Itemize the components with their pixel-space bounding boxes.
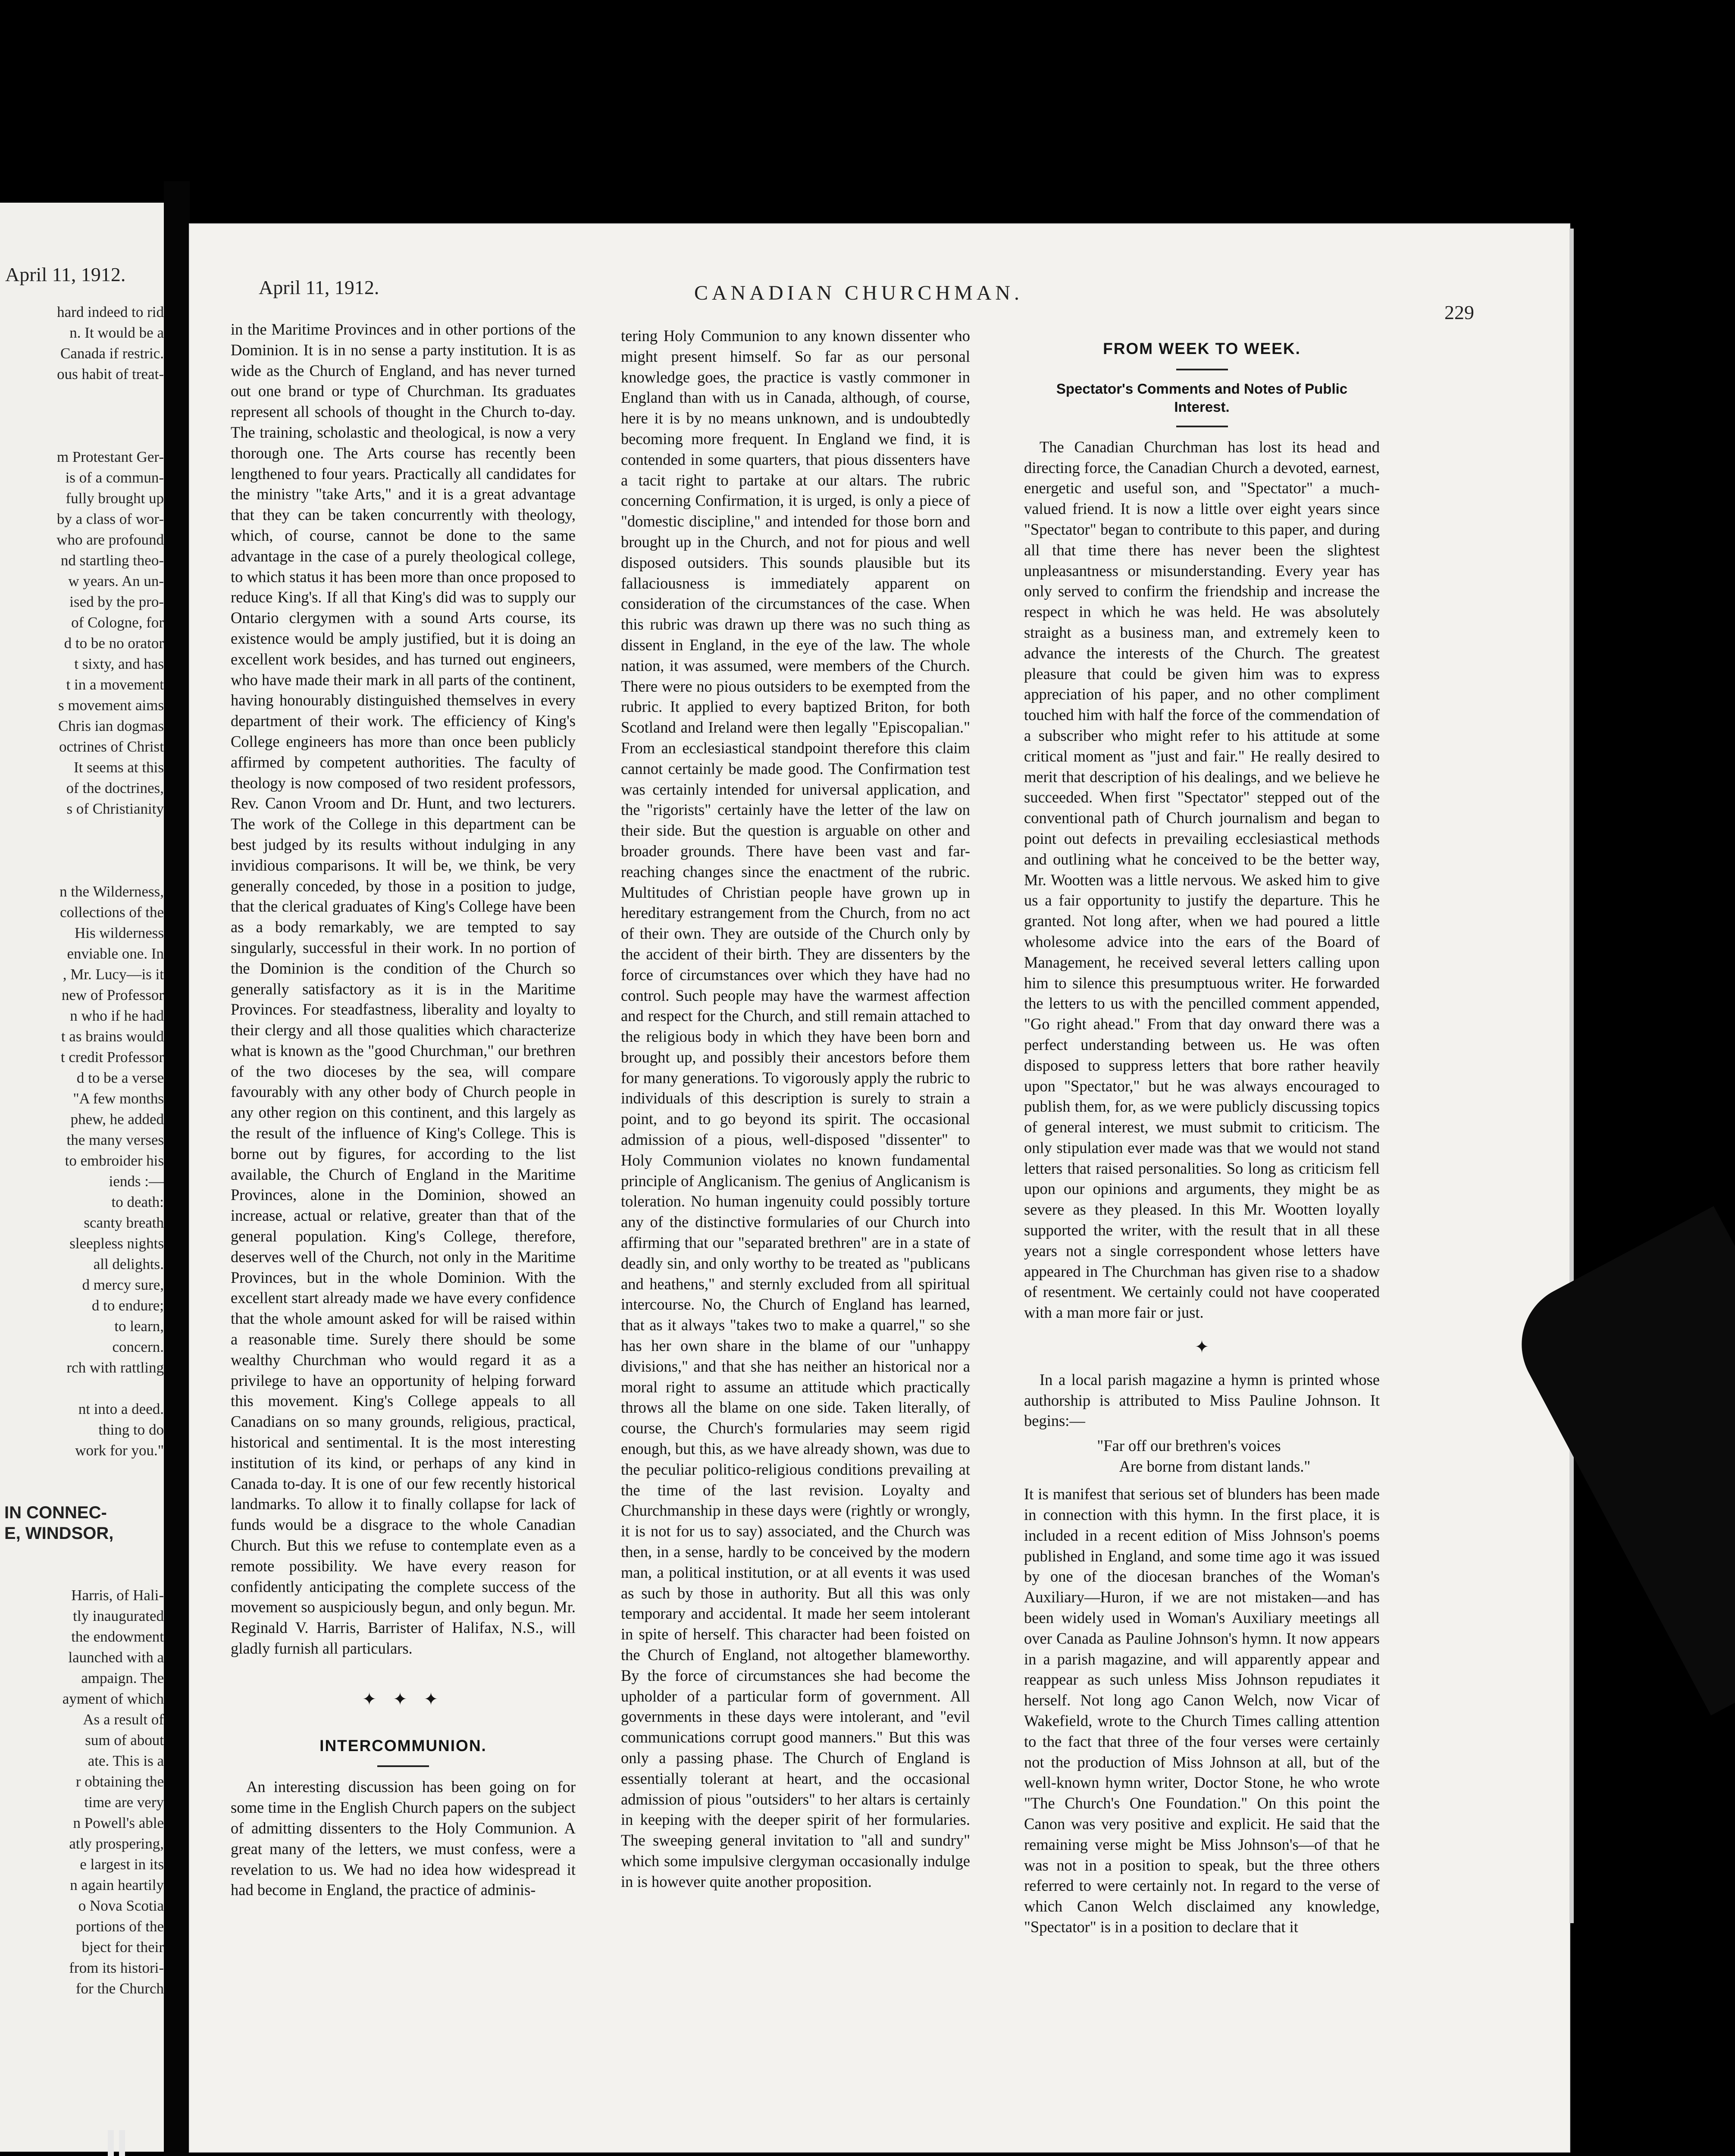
heading-rule <box>377 1765 429 1767</box>
previous-page-line: of the doctrines, <box>66 780 164 796</box>
previous-page-line: His wilderness <box>74 924 164 941</box>
page-edge-bars <box>108 2130 134 2156</box>
subheading-spectator: Spectator's Comments and Notes of Public Interest. <box>1056 380 1348 415</box>
previous-page-line: thing to do <box>98 1421 164 1438</box>
article-king-college-continued: in the Maritime Provinces and in other portions of the Dominion. It is in no sense a party institution. It is as wide as the Church of England, and has never turned out one brand or type of Churchman. Its graduates represent all schools of thought in the Church to-day. The training, scholastic and theological, is now a very thorough one. The Arts course has recently been lengthened to four years. Practically all candidates for the ministry "take Arts," and it is a great advantage that they can be taken concurrently with theology, which, of course, cannot be done to the same advantage in the case of a purely theological college, to which status it has been more than once proposed to reduce King's. If all that King's did was to supply our Ontario clergymen with a sound Arts course, its existence would be amply justified, but it is doing an excellent work besides, and has turned out engineers, who have made their mark in all parts of the continent, having honourably distinguished themselves in every department of their work. The efficiency of King's College engineers has more than once been publicly affirmed by competent authorities. The faculty of theology is now composed of two resident professors, Rev. Canon Vroom and Dr. Hunt, and two lecturers. The work of the College in this department can be best judged by its results without indulging in any invidious comparisons. It will be, we think, be very generally conceded, by those in a position to judge, that the clerical graduates of King's College have been as a body remarkably, we are tempted to say singularly, successful in their work. In no portion of the Dominion is the condition of the Church so generally satisfactory as it is in the Maritime Provinces. For steadfastness, liberality and loyalty to their clergy and all those qualities which characterize what is known as the "good Churchman," our brethren of the two dioceses by the sea, will compare favourably with any other body of Church people in any other region on this continent, and this largely as the result of the influence of King's College. This is borne out by figures, for according to the list available, the Church of England in the Maritime Provinces, alone in the Dominion, showed an increase, actual or relative, greater than that of the general population. King's College, therefore, deserves well of the Church, not only in the Maritime Provinces, but in the whole Dominion. With the excellent start already made we have every confidence that the whole amount asked for will be raised within a reasonable time. Surely there should be some wealthy Churchman who would regard it as a privilege to have an opportunity of helping forward this movement. King's College appeals to all Canadians on so many grounds, religious, practical, historical and sentimental. It is the most interesting institution of its kind, or perhaps of any kind in Canada to-day. It is one of our few recently historical landmarks. To allow it to finally collapse for lack of funds would be a disgrace to the whole Canadian Church. But this we refuse to contemplate even as a remote possibility. We have every reason for confidently anticipating the complete success of the movement so auspiciously begun, and only begun. Mr. Reginald V. Harris, Barrister of Halifax, N.S., will gladly furnish all particulars. <box>231 320 576 1657</box>
book-gutter <box>164 181 190 2156</box>
previous-page-line <box>4 426 164 447</box>
previous-page-line: of Cologne, for <box>71 614 164 631</box>
column-2 <box>621 326 970 1892</box>
paragraph-wootten-tribute: The Canadian Churchman has lost its head and directing force, the Canadian Church a devoted, earnest, energetic and useful son, and "Spectator" a much-valued friend. It is now a little over eight years since "Spectator" began to contribute to this paper, and during all that time there has never been the slightest unpleasantness or misunderstanding. Every year has only served to confirm the friendship and increase the respect in which he was held. He was absolutely straight as a business man, and extremely keen to advance the interests of the Church. The greatest pleasure that could be given him was to express appreciation of his paper, and no other compliment touched him with half the force of the commendation of a subscriber who might refer to his attitude at some critical moment as "just and fair." He really desired to merit that description of his dealings, and we believe he succeeded. When first "Spectator" stepped out of the conventional path of Church journalism and began to point out defects in prevailing ecclesiastical methods and outlining what he conceived to be the better way, Mr. Wootten was a little nervous. We asked him to give us a fair opportunity to justify the departure. This he granted. Not long after, when we had poured a little wholesome advice into the ears of the Board of Management, he received several letters calling upon him to silence this presumptuous writer. He forwarded the letters to us with the pencilled comment appended, "Go right ahead." From that day onward there was a perfect understanding between us. He was often disposed to suppress letters that bore rather heavily upon "Spectator," but he was always encouraged to publish them, for, as we were publicly discussing topics of general interest, we must submit to criticism. The only stipulation ever made was that we would not stand letters that raised personalities. So long as criticism fell upon our opinions and arguments, they might be as severe as they pleased. In this Mr. Wootten loyally supported the writer, with the result that in all these years not a single correspondent whose letters have appeared in The Churchman has given rise to a shadow of resentment. We certainly could not have cooperated with a man more fair or just. <box>1024 438 1380 1322</box>
page-date: April 11, 1912. <box>259 276 379 298</box>
section-ornament: ✦ <box>1194 1337 1209 1357</box>
section-ornament: ✦ ✦ ✦ <box>362 1689 445 1709</box>
previous-page-line: n who if he had <box>70 1007 164 1024</box>
previous-page-line: ampaign. The <box>81 1670 164 1686</box>
previous-page-line: n the Wilderness, <box>60 883 164 900</box>
hymn-line-1: "Far off our brethren's voices <box>1097 1437 1281 1455</box>
previous-page-text <box>4 302 164 1999</box>
previous-page-line: Canada if restric. <box>60 345 164 362</box>
previous-page-line <box>4 1378 164 1399</box>
previous-page-line: ate. This is a <box>88 1752 164 1769</box>
previous-page-line: IN CONNEC- <box>4 1503 107 1522</box>
previous-page-line: fully brought up <box>66 490 164 507</box>
previous-page-date: April 11, 1912. <box>5 263 126 285</box>
previous-page-line: E, WINDSOR, <box>4 1524 114 1543</box>
heading-from-week-to-week: FROM WEEK TO WEEK. <box>1103 340 1301 357</box>
previous-page-line: r obtaining the <box>75 1773 164 1790</box>
column-3 <box>1024 338 1380 1937</box>
previous-page-line: hard indeed to rid <box>57 304 164 320</box>
heading-intercommunion: INTERCOMMUNION. <box>319 1736 487 1755</box>
previous-page-line: m Protestant Ger- <box>56 448 164 465</box>
previous-page-line: sleepless nights <box>69 1235 164 1252</box>
previous-page-line <box>4 1544 164 1564</box>
previous-page-line: "A few months <box>73 1090 164 1107</box>
subheading-rule <box>1176 426 1228 427</box>
previous-page-line: collections of the <box>60 904 164 921</box>
previous-page-line: who are profound <box>56 531 164 548</box>
previous-page-line: enviable one. In <box>67 945 164 962</box>
previous-page-line: scanty breath <box>84 1214 164 1231</box>
previous-page-line: n Powell's able <box>73 1814 164 1831</box>
previous-page-line: s of Christianity <box>66 800 164 817</box>
previous-page-line <box>4 1564 164 1585</box>
previous-page-line <box>4 1461 164 1482</box>
previous-page-line: from its histori- <box>69 1959 164 1976</box>
previous-page-line: octrines of Christ <box>59 738 164 755</box>
previous-page-fragment <box>0 203 164 2152</box>
previous-page-line: to embroider his <box>65 1152 164 1169</box>
previous-page-line: w years. An un- <box>68 573 164 589</box>
page-number: 229 <box>1444 301 1474 323</box>
previous-page-line: the endowment <box>71 1628 164 1645</box>
previous-page-line: ous habit of treat- <box>57 366 164 382</box>
article-intercommunion-start: An interesting discussion has been going on for some time in the English Church papers on the subject of admitting dissenters to the Holy Communion. A great many of the letters, we must confess, were a revelation to us. We had no idea how widespread it had become in England, the practice of adminis- <box>231 1778 576 1899</box>
previous-page-line: d to be a verse <box>76 1069 164 1086</box>
previous-page-line: tly inaugurated <box>73 1608 164 1624</box>
page-edge <box>1569 229 1574 1923</box>
previous-page-line: for the Church <box>75 1980 164 1997</box>
previous-page-line: atly prospering, <box>69 1835 164 1852</box>
heading-rule <box>1176 369 1228 370</box>
previous-page-line: by a class of wor- <box>56 511 164 527</box>
previous-page-line: launched with a <box>68 1649 164 1666</box>
previous-page-line: ised by the pro- <box>69 593 164 610</box>
previous-page-line <box>4 861 164 881</box>
previous-page-line: phew, he added <box>70 1111 164 1128</box>
previous-page-line: It seems at this <box>74 759 164 776</box>
previous-page-line <box>4 840 164 861</box>
previous-page-line: o Nova Scotia <box>78 1897 164 1914</box>
previous-page-line <box>4 819 164 840</box>
previous-page-line: ayment of which <box>62 1690 164 1707</box>
previous-page-line: the many verses <box>66 1131 164 1148</box>
previous-page-line: to learn, <box>114 1318 164 1335</box>
masthead: CANADIAN CHURCHMAN. <box>694 282 1024 304</box>
previous-page-line: t in a movement <box>66 676 164 693</box>
previous-page-line: new of Professor <box>61 987 164 1003</box>
previous-page-line: t as brains would <box>61 1028 164 1045</box>
previous-page-line: rch with rattling <box>66 1359 164 1376</box>
previous-page-line: n. It would be a <box>69 324 164 341</box>
paragraph-hymn-intro: In a local parish magazine a hymn is printed whose authorship is attributed to Miss Pauline Johnson. It begins:— <box>1024 1370 1380 1430</box>
previous-page-line: portions of the <box>75 1918 164 1935</box>
previous-page-line: Harris, of Hali- <box>71 1587 164 1604</box>
previous-page-line: iends :— <box>109 1173 164 1190</box>
previous-page-line <box>4 1482 164 1502</box>
previous-page-line: t sixty, and has <box>74 655 164 672</box>
previous-page-line: concern. <box>112 1338 164 1355</box>
hymn-quote <box>1024 1435 1380 1477</box>
previous-page-line: sum of about <box>85 1732 164 1749</box>
previous-page-line: As a result of <box>83 1711 164 1728</box>
previous-page-line: d to be no orator <box>64 635 164 652</box>
previous-page-line: to death: <box>111 1194 164 1210</box>
previous-page-line: nt into a deed. <box>78 1401 164 1417</box>
previous-page-line: all delights. <box>93 1256 164 1272</box>
paragraph-hymn-blunders: It is manifest that serious set of blunders has been made in connection with this hymn. In the first place, it is included in a recent edition of Miss Johnson's poems published in England, and some time ago it was issued by one of the diocesan branches of the Woman's Auxiliary—Huron, if we are not mistaken—and has been widely used in Woman's Auxiliary meetings all over Canada as Pauline Johnson's hymn. It now appears in a parish magazine, and will apparently appear and reappear as such unless Miss Johnson repudiates it herself. Not long ago Canon Welch, now Vicar of Wakefield, wrote to the Church Times calling attention to the fact that three of the four verses were certainly not the production of Miss Johnson at all, but of the well-known hymn writer, Doctor Stone, he who wrote "The Church's One Foundation." On this point the Canon was very positive and explicit. He said that the remaining verse might be Miss Johnson's—of that he was not in a position to speak, but the three others referred to were certainly not. In regard to the verse of which Canon Welch disclaimed any knowledge, "Spectator" is in a position to declare that it <box>1024 1485 1380 1936</box>
previous-page-line: nd startling theo- <box>60 552 164 569</box>
previous-page-line: t credit Professor <box>60 1049 164 1065</box>
hymn-line-2: Are borne from distant lands." <box>1119 1457 1311 1476</box>
previous-page-line: Chris ian dogmas <box>58 718 164 734</box>
previous-page-line: s movement aims <box>58 697 164 714</box>
previous-page-line: is of a commun- <box>65 469 164 486</box>
column-1 <box>231 319 576 1900</box>
previous-page-line <box>4 385 164 405</box>
previous-page-line: bject for their <box>81 1939 164 1955</box>
previous-page-line: d to endure; <box>91 1297 164 1314</box>
newspaper-page <box>190 224 1569 2152</box>
previous-page-line <box>4 405 164 426</box>
previous-page-line: n again heartily <box>70 1877 164 1893</box>
previous-page-line: , Mr. Lucy—is it <box>63 966 164 983</box>
previous-page-line: work for you." <box>75 1442 164 1459</box>
previous-page-line: time are very <box>84 1794 164 1811</box>
article-intercommunion-continued: tering Holy Communion to any known dissenter who might present himself. So far as our personal knowledge goes, the practice is vastly commoner in England than with us in Canada, although, of course, here it is by no means unknown, and is undoubtedly becoming more frequent. In England we find, it is contended in some quarters, that pious dissenters have a tacit right to partake at our altars. The rubric concerning Confirmation, it is urged, is only a piece of "domestic discipline," and intended for those born and brought up in the Church, and not for pious and well disposed outsiders. This sounds plausible but its fallaciousness is immediately apparent on consideration of the circumstances of the case. When this rubric was drawn up there was no such thing as dissent in England, in the eye of the law. The whole nation, it was assumed, were members of the Church. There were no pious outsiders to be exempted from the rubric. It applied to every baptized Briton, for both Scotland and Ireland were then legally "Episcopalian." From an ecclesiastical standpoint therefore this claim cannot certainly be made good. The Confirmation test was certainly intended for universal application, and the "rigorists" certainly have the letter of the law on their side. But the question is arguable on other and broader grounds. There have been vast and far-reaching changes since the enactment of the rubric. Multitudes of Christian people have grown up in hereditary estrangement from the Church, from no act of their own. They are outside of the Church only by the accident of their birth. They are dissenters by the force of circumstances over which they have had no control. Such people may have the warmest affection and respect for the Church, and still remain attached to the religious body in which they have been born and brought up, and possibly their ancestors before them for many generations. To vigorously apply the rubric to individuals of this description is surely to strain a point, and to go beyond its spirit. The occasional admission of a pious, well-disposed "dissenter" to Holy Communion violates no known fundamental principle of Anglicanism. The genius of Anglicanism is toleration. No human ingenuity could possibly torture any of the distinctive formularies of our Church into affirming that our "separated brethren" are in a state of deadly sin, and only worthy to be treated as "publicans and heathens," and sternly excluded from all spiritual intercourse. No, the Church of England has learned, that as it always "takes two to make a quarrel," so she has her own share in the blame of our "unhappy divisions," and that she has neither an historical nor a moral right to assume an attitude which practically throws all the blame on one side. Taken literally, of course, the Church's formularies may seem rigid enough, but this, as we have already shown, was due to the peculiar politico-religious conditions prevailing at the time of the last revision. Loyalty and Churchmanship in these days were (rightly or wrongly, it is not for us to say) associated, and the Church was then, in a sense, hardly to be conceived by the modern man, a political institution, or at all events it was used as such by those in authority. But all this was only temporary and accidental. It made her seem intolerant in spite of herself. This character had been foisted on the Church of England, not altogether blameworthy. By the force of circumstances she had become the upholder of a particular form of government. All governments in these days were intolerant, and "evil communications corrupt good manners." But this was only a passing phase. The Church of England is essentially tolerant at heart, and the occasional admission of pious "outsiders" to her altars is certainly in keeping with the deeper spirit of her formularies. The sweeping general invitation to "all and sundry" which some impulsive clergyman occasionally indulge in is however quite another proposition. <box>621 327 970 1890</box>
previous-page-line: d mercy sure, <box>82 1276 164 1293</box>
previous-page-line: e largest in its <box>80 1856 164 1873</box>
